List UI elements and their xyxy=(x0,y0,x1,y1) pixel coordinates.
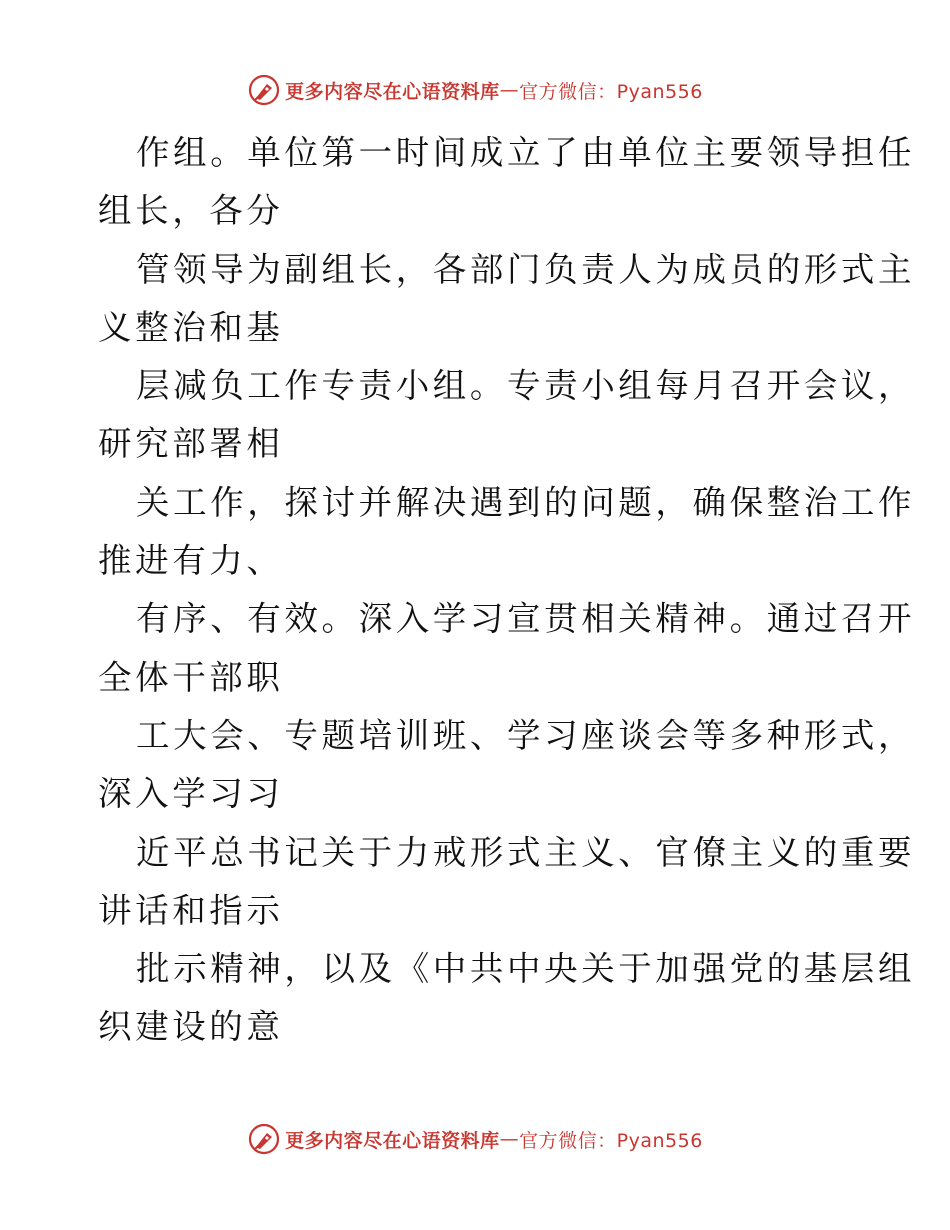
pen-nib-logo-icon xyxy=(247,73,281,107)
watermark-site-text: 更多内容尽在心语资料库 xyxy=(285,1129,500,1152)
watermark-site-text: 更多内容尽在心语资料库 xyxy=(285,80,500,103)
text-line: 层减负工作专责小组。专责小组每月召开会议， xyxy=(136,366,916,406)
text-line: 关工作，探讨并解决遇到的问题，确保整治工作 xyxy=(136,482,916,522)
text-line: 织建设的意 xyxy=(98,1007,284,1047)
watermark-wechat-text: 官方微信：Pyan556 xyxy=(519,80,703,103)
watermark-wechat-text: 官方微信：Pyan556 xyxy=(519,1129,703,1152)
text-line: 研究部署相 xyxy=(98,424,284,464)
text-line: 工大会、专题培训班、学习座谈会等多种形式， xyxy=(136,715,916,755)
watermark-dash: — xyxy=(499,1128,520,1150)
text-line: 有序、有效。深入学习宣贯相关精神。通过召开 xyxy=(136,599,916,639)
text-line: 义整治和基 xyxy=(98,307,284,347)
text-line: 讲话和指示 xyxy=(98,890,284,930)
pen-nib-logo-icon xyxy=(247,1122,281,1156)
document-body xyxy=(98,124,916,1057)
text-line: 批示精神，以及《中共中央关于加强党的基层组 xyxy=(136,949,916,989)
watermark-dash: — xyxy=(499,79,520,101)
text-line: 深入学习习 xyxy=(98,774,284,814)
footer-watermark xyxy=(0,1119,950,1159)
text-line: 管领导为副组长，各部门负责人为成员的形式主 xyxy=(136,249,916,289)
text-line: 作组。单位第一时间成立了由单位主要领导担任 xyxy=(136,133,916,172)
text-line: 推进有力、 xyxy=(98,541,284,581)
text-line: 全体干部职 xyxy=(98,657,284,697)
header-watermark xyxy=(0,70,950,110)
text-line: 组长，各分 xyxy=(98,191,284,231)
text-line: 近平总书记关于力戒形式主义、官僚主义的重要 xyxy=(136,832,916,872)
